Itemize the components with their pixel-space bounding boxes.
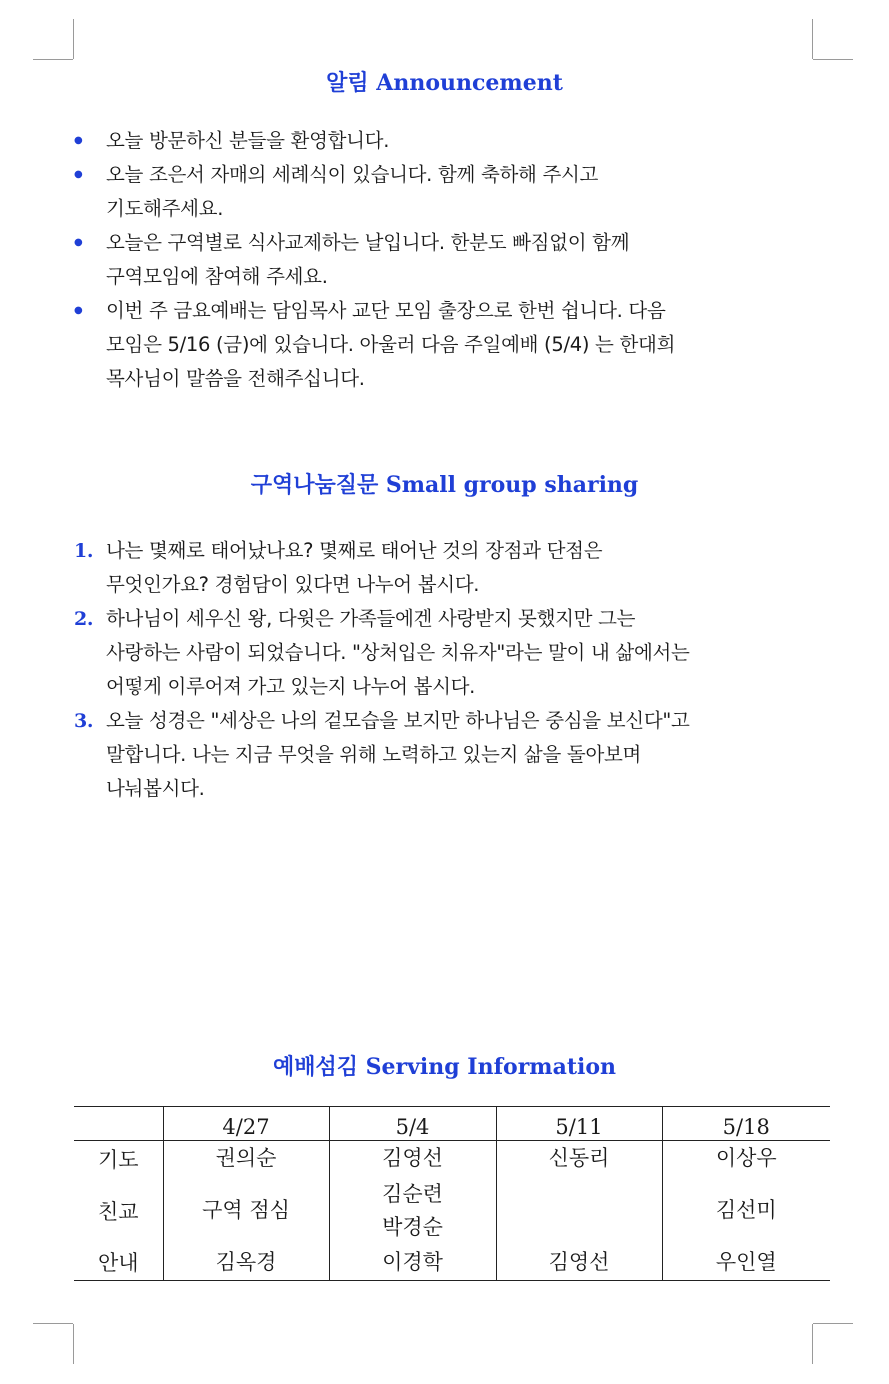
announcement-line: 목사님이 말씀을 전해주십니다.: [106, 367, 365, 390]
announcement-item: [74, 158, 819, 226]
serving-row: [74, 1141, 830, 1177]
serving-cell: [662, 1141, 830, 1177]
server-name: 권의순: [215, 1146, 277, 1171]
announcement-line: 이번 주 금요예배는 담임목사 교단 모임 출장으로 한번 쉽니다. 다음: [106, 299, 666, 322]
server-name: 박경순: [382, 1214, 443, 1239]
date-header: 5/18: [662, 1107, 830, 1141]
announcement-line: 오늘 조은서 자매의 세례식이 있습니다. 함께 축하해 주시고: [106, 163, 599, 186]
crop-mark: [73, 1324, 74, 1364]
sharing-line: 오늘 성경은 "세상은 나의 겉모습을 보지만 하나님은 중심을 보신다"고: [106, 709, 690, 732]
serving-cell: [662, 1177, 830, 1245]
sharing-line: 어떻게 이루어져 가고 있는지 나누어 봅시다.: [106, 675, 476, 698]
sharing-line: 나는 몇째로 태어났나요? 몇째로 태어난 것의 장점과 단점은: [106, 539, 603, 562]
crop-mark: [813, 1323, 853, 1324]
serving-cell: [496, 1177, 662, 1245]
crop-mark: [73, 19, 74, 59]
sharing-line: 하나님이 세우신 왕, 다윗은 가족들에겐 사랑받지 못했지만 그는: [106, 607, 636, 630]
item-number: 3.: [74, 710, 94, 732]
announcement-line: 기도해주세요.: [106, 197, 224, 220]
announcement-item: [74, 226, 819, 294]
serving-cell: [163, 1141, 329, 1177]
server-name: 김영선: [548, 1249, 610, 1274]
serving-table: [74, 1106, 830, 1281]
sharing-list: [74, 534, 824, 806]
server-name: 이상우: [715, 1146, 777, 1171]
announcement-line: 오늘은 구역별로 식사교제하는 날입니다. 한분도 빠짐없이 함께: [106, 231, 630, 254]
server-name: 김순련: [382, 1181, 443, 1206]
sharing-line: 나눠봅시다.: [106, 777, 205, 800]
role-cell: 친교: [97, 1199, 139, 1224]
sharing-line: 무엇인가요? 경험담이 있다면 나누어 봅시다.: [106, 573, 480, 596]
serving-cell: [163, 1177, 329, 1245]
role-cell: 안내: [74, 1245, 163, 1281]
sharing-item: [74, 534, 824, 602]
date-header: 5/4: [329, 1107, 496, 1141]
serving-cell: [329, 1177, 496, 1245]
server-name: 우인열: [715, 1249, 777, 1274]
sharing-line: 사랑하는 사람이 되었습니다. "상처입은 치유자"라는 말이 내 삶에서는: [106, 641, 690, 664]
serving-cell: [662, 1245, 830, 1281]
serving-header-row: [74, 1107, 830, 1141]
date-header: 5/11: [496, 1107, 662, 1141]
crop-mark: [33, 59, 73, 60]
bullet-icon: ●: [74, 237, 83, 248]
bullet-icon: ●: [74, 169, 83, 180]
sharing-title: 구역나눔질문 Small group sharing: [250, 472, 639, 498]
bullet-icon: ●: [74, 305, 83, 316]
server-name: 이경학: [382, 1249, 443, 1274]
bullet-icon: ●: [74, 135, 83, 146]
announcement-line: 모임은 5/16 (금)에 있습니다. 아울러 다음 주일예배 (5/4) 는 한대희: [106, 333, 676, 356]
announcement-title: 알림 Announcement: [326, 70, 563, 96]
date-header: 4/27: [163, 1107, 329, 1141]
crop-mark: [812, 1324, 813, 1364]
sharing-line: 말합니다. 나는 지금 무엇을 위해 노력하고 있는지 삶을 돌아보며: [106, 743, 642, 766]
role-cell: 기도: [97, 1147, 139, 1172]
serving-cell: [163, 1245, 329, 1281]
serving-cell: [329, 1245, 496, 1281]
announcement-item: [74, 124, 819, 158]
announcement-item: [74, 294, 819, 396]
serving-row: [74, 1245, 830, 1281]
server-name: 김선미: [715, 1198, 777, 1222]
serving-title: 예배섬김 Serving Information: [272, 1054, 617, 1080]
item-number: 2.: [74, 608, 94, 630]
announcement-line: 구역모임에 참여해 주세요.: [106, 265, 328, 288]
server-name: 김옥경: [215, 1249, 277, 1274]
serving-row: [74, 1177, 830, 1245]
crop-mark: [812, 19, 813, 59]
serving-cell: [496, 1245, 662, 1281]
announcement-list: [74, 124, 819, 396]
server-name: 구역 점심: [202, 1198, 290, 1222]
serving-cell: [496, 1141, 662, 1177]
sharing-item: [74, 704, 824, 806]
serving-cell: [329, 1141, 496, 1177]
header-role-cell: [74, 1107, 163, 1141]
server-name: 신동리: [548, 1146, 610, 1171]
crop-mark: [813, 59, 853, 60]
crop-mark: [33, 1323, 73, 1324]
announcement-line: 오늘 방문하신 분들을 환영합니다.: [106, 129, 390, 152]
server-name: 김영선: [382, 1146, 443, 1171]
item-number: 1.: [74, 540, 94, 562]
sharing-item: [74, 602, 824, 704]
